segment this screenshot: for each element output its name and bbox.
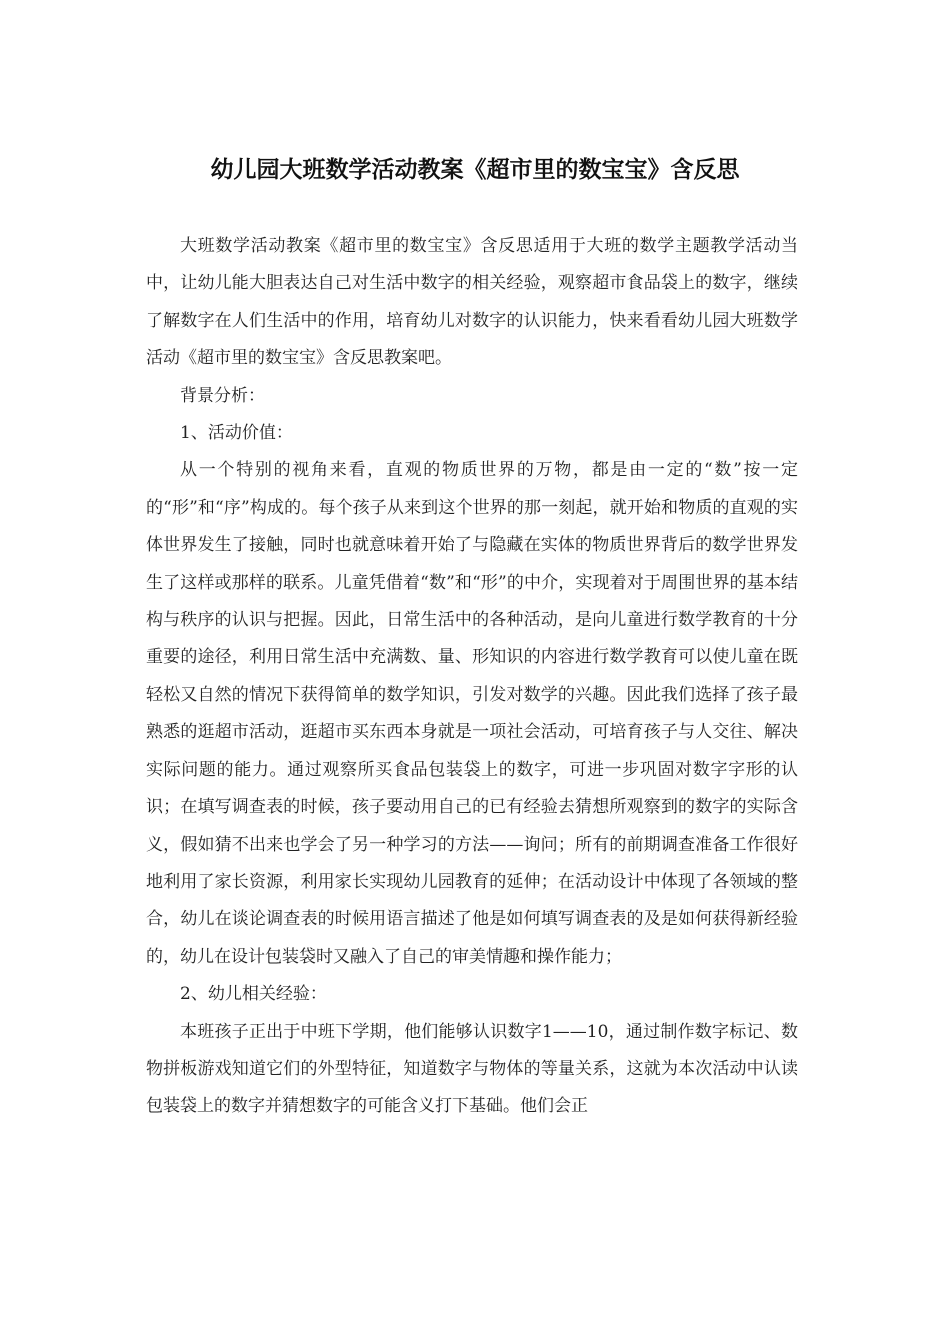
child-experience-paragraph: 本班孩子正出于中班下学期，他们能够认识数字1——10，通过制作数字标记、数物拼板游戏知道它们的外型特征，知道数字与物体的等量关系，这就为本次活动中认读包装袋上的数字并猜想数字的可能含义打下基础。他们会正 xyxy=(146,1021,798,1117)
section-heading-background: 背景分析： xyxy=(180,385,265,406)
intro-paragraph: 大班数学活动教案《超市里的数宝宝》含反思适用于大班的数学主题教学活动当中，让幼儿能大胆表达自己对生活中数字的相关经验，观察超市食品袋上的数字，继续了解数字在人们生活中的作用，培育幼儿对数字的认识能力，快来看看幼儿园大班数学活动《超市里的数宝宝》含反思教案吧。 xyxy=(146,236,798,369)
document-title: 幼儿园大班数学活动教案《超市里的数宝宝》含反思 xyxy=(210,157,740,183)
subheading-activity-value: 1、活动价值： xyxy=(180,423,293,444)
document-body xyxy=(146,228,798,1126)
subheading-child-experience: 2、幼儿相关经验： xyxy=(180,984,327,1005)
activity-value-paragraph: 从一个特别的视角来看，直观的物质世界的万物，都是由一定的“数”按一定的“形”和“序”构成的。每个孩子从来到这个世界的那一刻起，就开始和物质的直观的实体世界发生了接触，同时也就意味着开始了与隐藏在实体的物质世界背后的数学世界发生了这样或那样的联系。儿童凭借着“数”和“形”的中介，实现着对于周围世界的基本结构与秩序的认识与把握。因此，日常生活中的各种活动，是向儿童进行数学教育的十分重要的途径，利用日常生活中充满数、量、形知识的内容进行数学教育可以使儿童在既轻松又自然的情况下获得简单的数学知识，引发对数学的兴趣。因此我们选择了孩子最熟悉的逛超市活动，逛超市买东西本身就是一项社会活动，可培育孩子与人交往、解决实际问题的能力。通过观察所买食品包装袋上的数字，可进一步巩固对数字字形的认识；在填写调查表的时候，孩子要动用自己的已有经验去猜想所观察到的数字的实际含义，假如猜不出来也学会了另一种学习的方法——询问；所有的前期调查准备工作很好地利用了家长资源，利用家长实现幼儿园教育的延伸；在活动设计中体现了各领域的整合，幼儿在谈论调查表的时候用语言描述了他是如何填写调查表的及是如何获得新经验的，幼儿在设计包装袋时又融入了自己的审美情趣和操作能力； xyxy=(146,460,798,967)
